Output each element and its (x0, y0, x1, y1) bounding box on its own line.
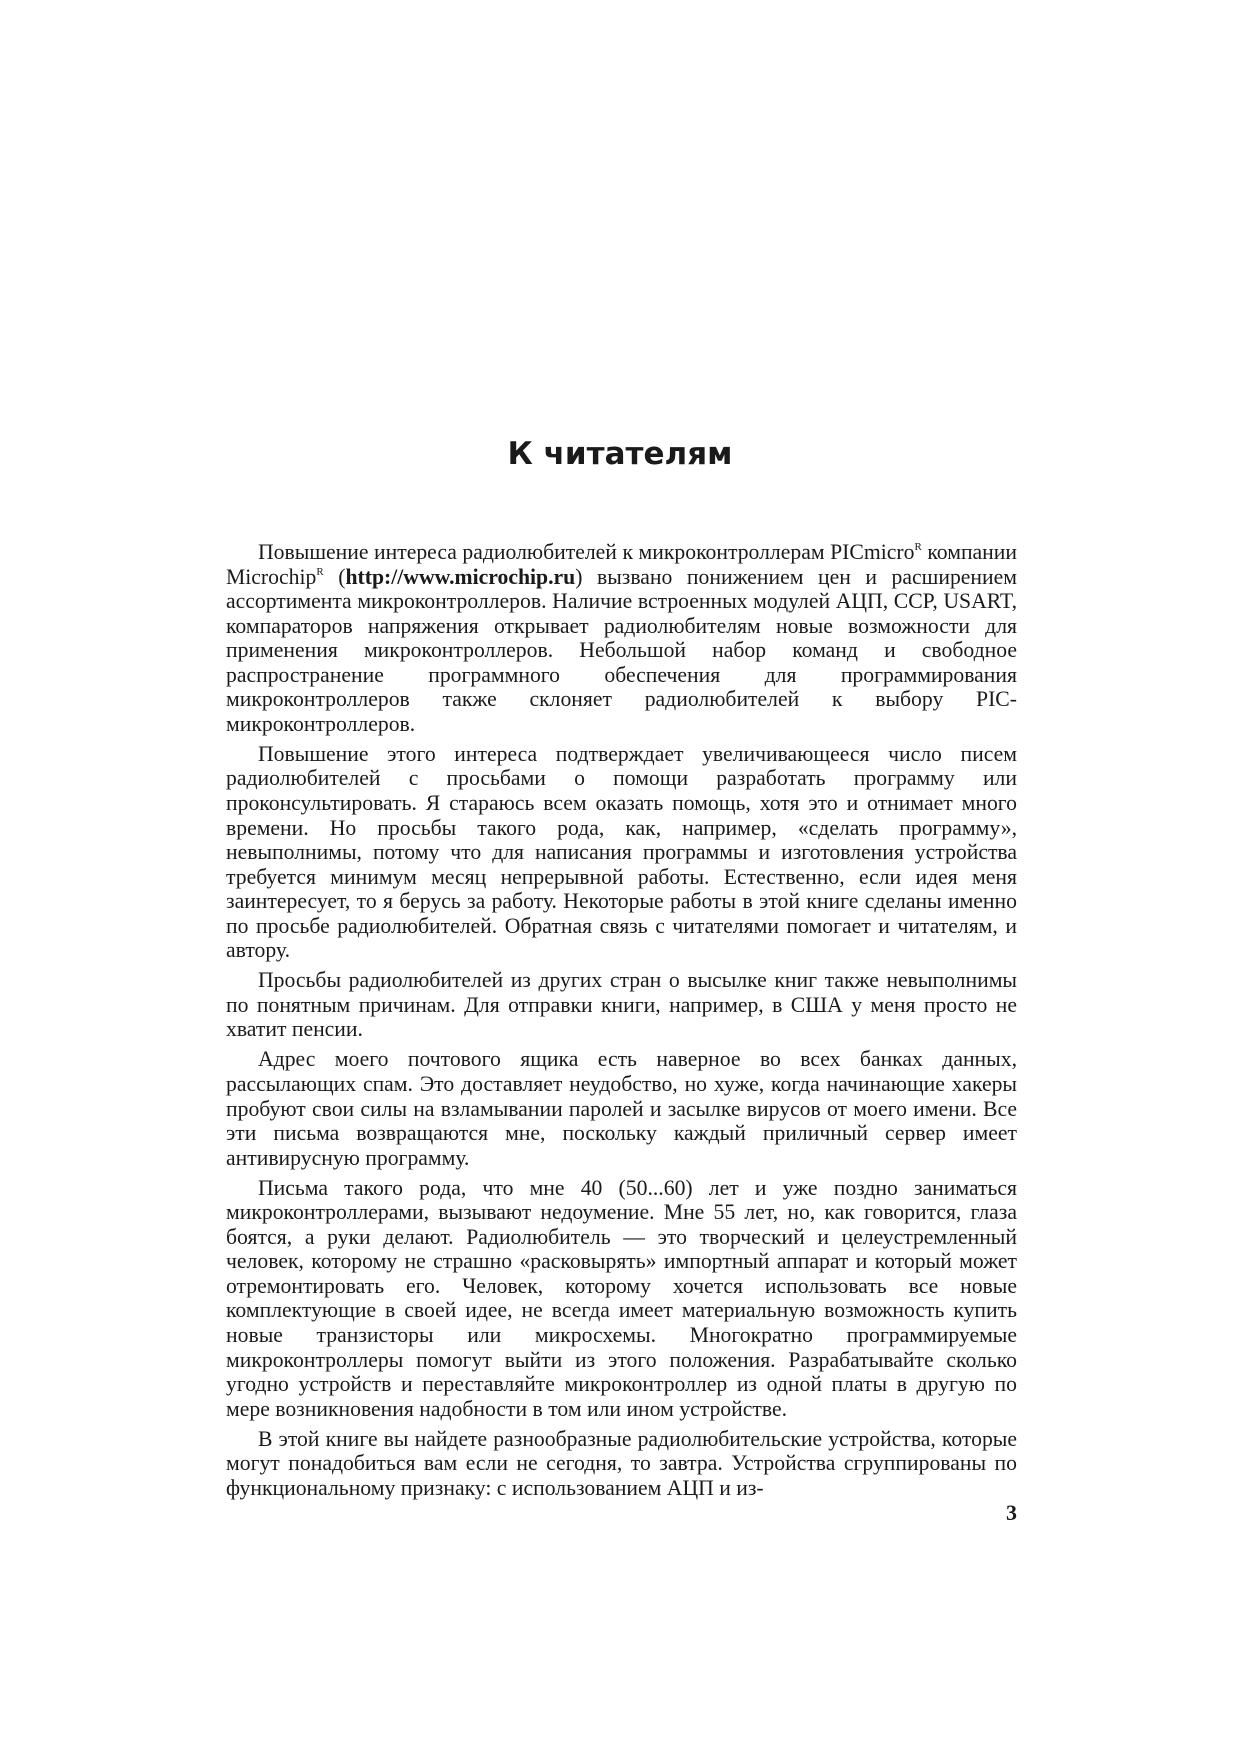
paragraph-intro-text-4: ) вызвано понижением цен и расширением ассортимента микроконтроллеров. Наличие встроенных модулей АЦП, CCP, USART, компараторов напряжения открывает радиолюбителям новые возможности для применения микроконтроллеров. Небольшой набор команд и свободное распространение программного обеспечения для программирования микроконтроллеров также склоняет радиолюбителей к выбору PIC-микроконтроллеров. (226, 564, 1017, 736)
paragraph: Повышение этого интереса подтверждает увеличивающееся число писем радиолюбителей с просьбами о помощи разработать программу или проконсультировать. Я стараюсь всем оказать помощь, хотя это и отнимает много времени. Но просьбы такого рода, как, например, «сделать программу», невыполнимы, потому что для написания программы и изготовления устройства требуется минимум месяц непрерывной работы. Естественно, если идея меня заинтересует, то я берусь за работу. Некоторые работы в этой книге сделаны именно по просьбе радиолюбителей. Обратная связь с читателями помогает и читателям, и автору. (226, 741, 1017, 963)
microchip-link: http://www.microchip.ru (345, 564, 576, 589)
paragraph-intro-text-1: Повышение интереса радиолюбителей к микроконтроллерам PICmicro (258, 540, 915, 564)
paragraph: Адрес моего почтового ящика есть наверное во всех банках данных, рассылающих спам. Это доставляет неудобство, но хуже, когда начинающие хакеры пробуют свои силы на взламывании паролей и засылке вирусов от моего имени. Все эти письма возвращаются мне, поскольку каждый приличный сервер имеет антивирусную программу. (226, 1047, 1017, 1170)
paragraph-intro (226, 540, 1017, 736)
text-body (226, 540, 1017, 1506)
paragraph-intro-text-3: ( (323, 564, 346, 589)
paragraph: Письма такого рода, что мне 40 (50...60) лет и уже поздно заниматься микроконтроллерами, вызывают недоумение. Мне 55 лет, но, как говорится, глаза боятся, а руки делают. Радиолюбитель — это творческий и целеустремленный человек, которому не страшно «расковырять» импортный аппарат и который может отремонтировать его. Человек, которому хочется использовать все новые комплектующие в своей идее, не всегда имеет материальную возможность купить новые транзисторы или микросхемы. Многократно программируемые микроконтроллеры помогут выйти из этого положения. Разрабатывайте сколько угодно устройств и переставляйте микроконтроллер из одной платы в другую по мере возникновения надобности в том или ином устройстве. (226, 1175, 1017, 1421)
page-number: 3 (1006, 1500, 1017, 1525)
registered-mark: R (914, 541, 922, 553)
paragraph: Просьбы радиолюбителей из других стран о высылке книг также невыполнимы по понятным причинам. Для отправки книги, например, в США у меня просто не хватит пенсии. (226, 968, 1017, 1042)
registered-mark: R (316, 565, 324, 578)
paragraph: В этой книге вы найдете разнообразные радиолюбительские устройства, которые могут понадобиться вам если не сегодня, то завтра. Устройства сгруппированы по функциональному признаку: с использованием АЦП и из- (226, 1426, 1017, 1500)
page-title: К читателям (507, 436, 733, 472)
paragraph-intro-text-2: компании Microchip (226, 540, 1017, 589)
